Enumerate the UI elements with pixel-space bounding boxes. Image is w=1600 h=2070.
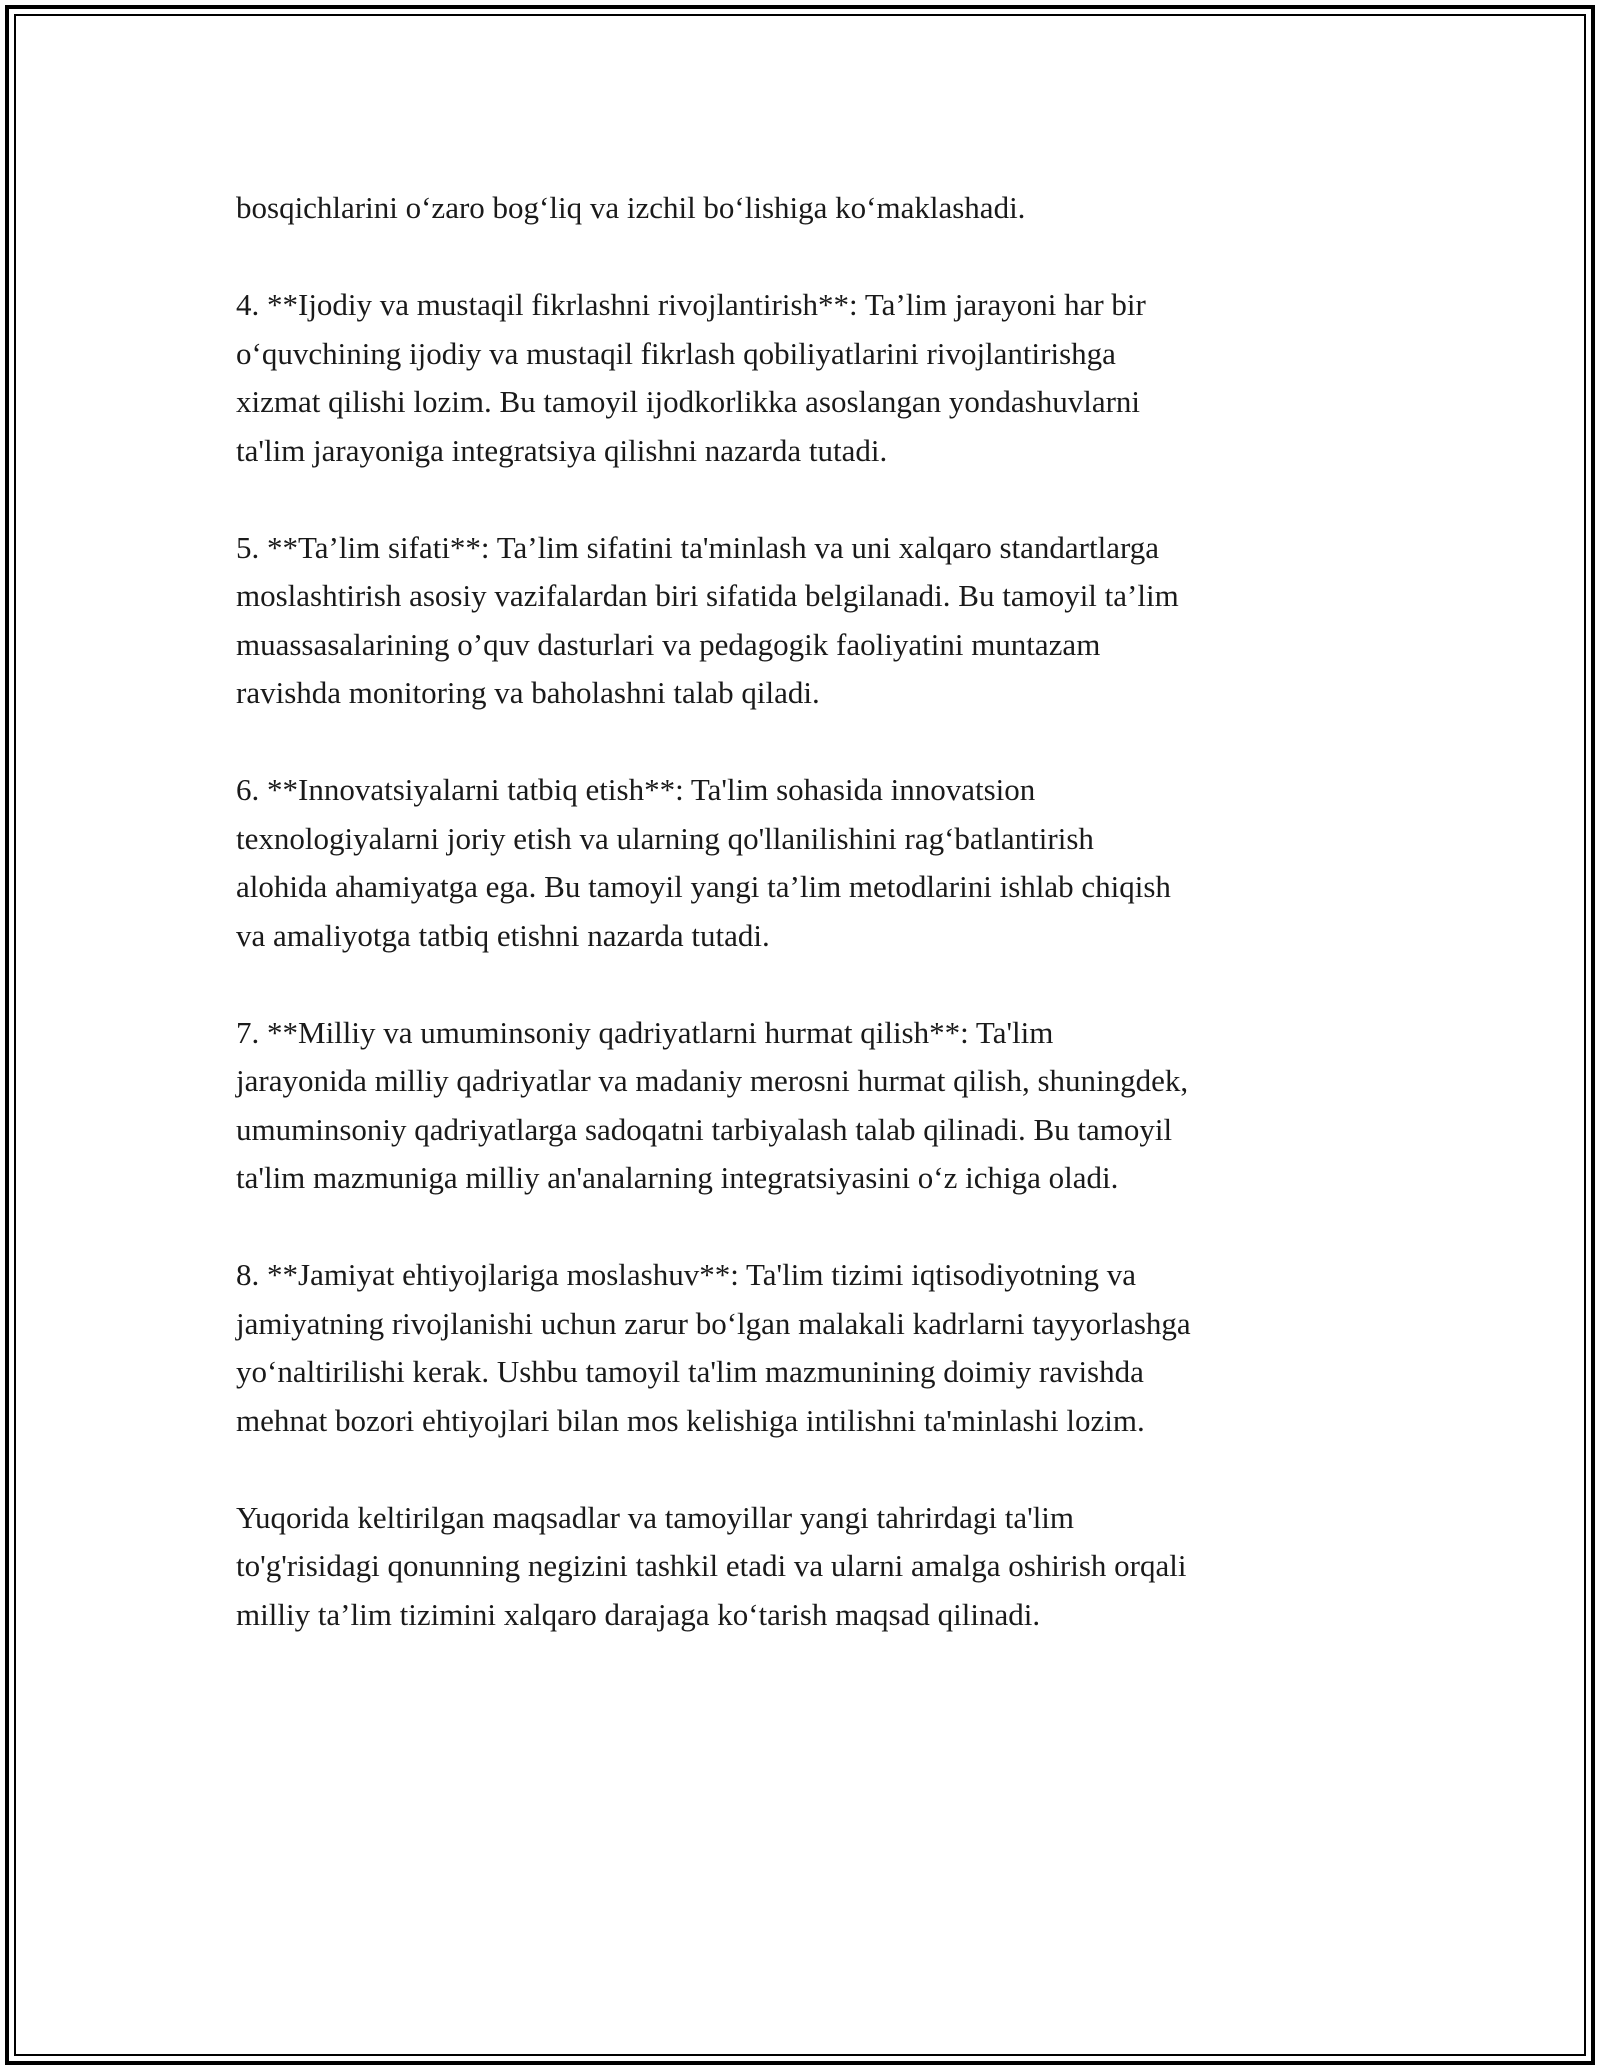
text-line: ravishda monitoring va baholashni talab qiladi. [236, 675, 820, 710]
text-line: 7. **Milliy va umuminsoniy qadriyatlarni hurmat qilish**: Ta'lim [236, 1014, 1054, 1050]
paragraph-principle-6 [236, 766, 1366, 960]
text-line: ta'lim jarayoniga integratsiya qilishni nazarda tutadi. [236, 432, 888, 468]
text-line: ta'lim mazmuniga milliy an'analarning integratsiyasini o‘z ichiga oladi. [236, 1160, 1119, 1195]
text-line: milliy ta’lim tizimini xalqaro darajaga ko‘tarish maqsad qilinadi. [236, 1596, 1041, 1632]
text-line: moslashtirish asosiy vazifalardan biri sifatida belgilanadi. Bu tamoyil ta’lim [236, 578, 1179, 613]
text-line: alohida ahamiyatga ega. Bu tamoyil yangi ta’lim metodlarini ishlab chiqish [236, 869, 1171, 904]
text-line: 5. **Ta’lim sifati**: Ta’lim sifatini ta'minlash va uni xalqaro standartlarga [236, 529, 1159, 565]
text-line: umuminsoniy qadriyatlarga sadoqatni tarbiyalash talab qilinadi. Bu tamoyil [236, 1111, 1173, 1147]
paragraph-principle-8 [236, 1251, 1366, 1445]
paragraph-conclusion [236, 1494, 1366, 1640]
paragraph-principle-5 [236, 524, 1366, 718]
text-line: Yuqorida keltirilgan maqsadlar va tamoyillar yangi tahrirdagi ta'lim [236, 1499, 1075, 1535]
text-line: jarayonida milliy qadriyatlar va madaniy merosni hurmat qilish, shuningdek, [236, 1063, 1189, 1098]
paragraph-continuation [236, 184, 1366, 233]
text-line: va amaliyotga tatbiq etishni nazarda tutadi. [236, 917, 770, 953]
text-line: xizmat qilishi lozim. Bu tamoyil ijodkorlikka asoslangan yondashuvlarni [236, 384, 1141, 419]
text-line: mehnat bozori ehtiyojlari bilan mos kelishiga intilishni ta'minlashi lozim. [236, 1402, 1145, 1438]
text-line: yo‘naltirilishi kerak. Ushbu tamoyil ta'lim mazmunining doimiy ravishda [236, 1354, 1144, 1389]
document-body [236, 184, 1366, 1688]
paragraph-principle-4 [236, 281, 1366, 475]
text-line: texnologiyalarni joriy etish va ularning qo'llanilishini rag‘batlantirish [236, 820, 1094, 856]
text-line: 6. **Innovatsiyalarni tatbiq etish**: Ta'lim sohasida innovatsion [236, 772, 1036, 807]
text-line: o‘quvchining ijodiy va mustaqil fikrlash qobiliyatlarini rivojlantirishga [236, 335, 1116, 371]
text-line: muassasalarining o’quv dasturlari va pedagogik faoliyatini muntazam [236, 626, 1101, 662]
text-line: 8. **Jamiyat ehtiyojlariga moslashuv**: Ta'lim tizimi iqtisodiyotning va [236, 1257, 1137, 1292]
text-line: bosqichlarini o‘zaro bog‘liq va izchil bo‘lishiga ko‘maklashadi. [236, 190, 1026, 225]
paragraph-principle-7 [236, 1009, 1366, 1203]
text-line: to'g'risidagi qonunning negizini tashkil etadi va ularni amalga oshirish orqali [236, 1548, 1187, 1583]
text-line: 4. **Ijodiy va mustaqil fikrlashni rivojlantirish**: Ta’lim jarayoni har bir [236, 287, 1146, 322]
text-line: jamiyatning rivojlanishi uchun zarur bo‘lgan malakali kadrlarni tayyorlashga [236, 1305, 1191, 1341]
